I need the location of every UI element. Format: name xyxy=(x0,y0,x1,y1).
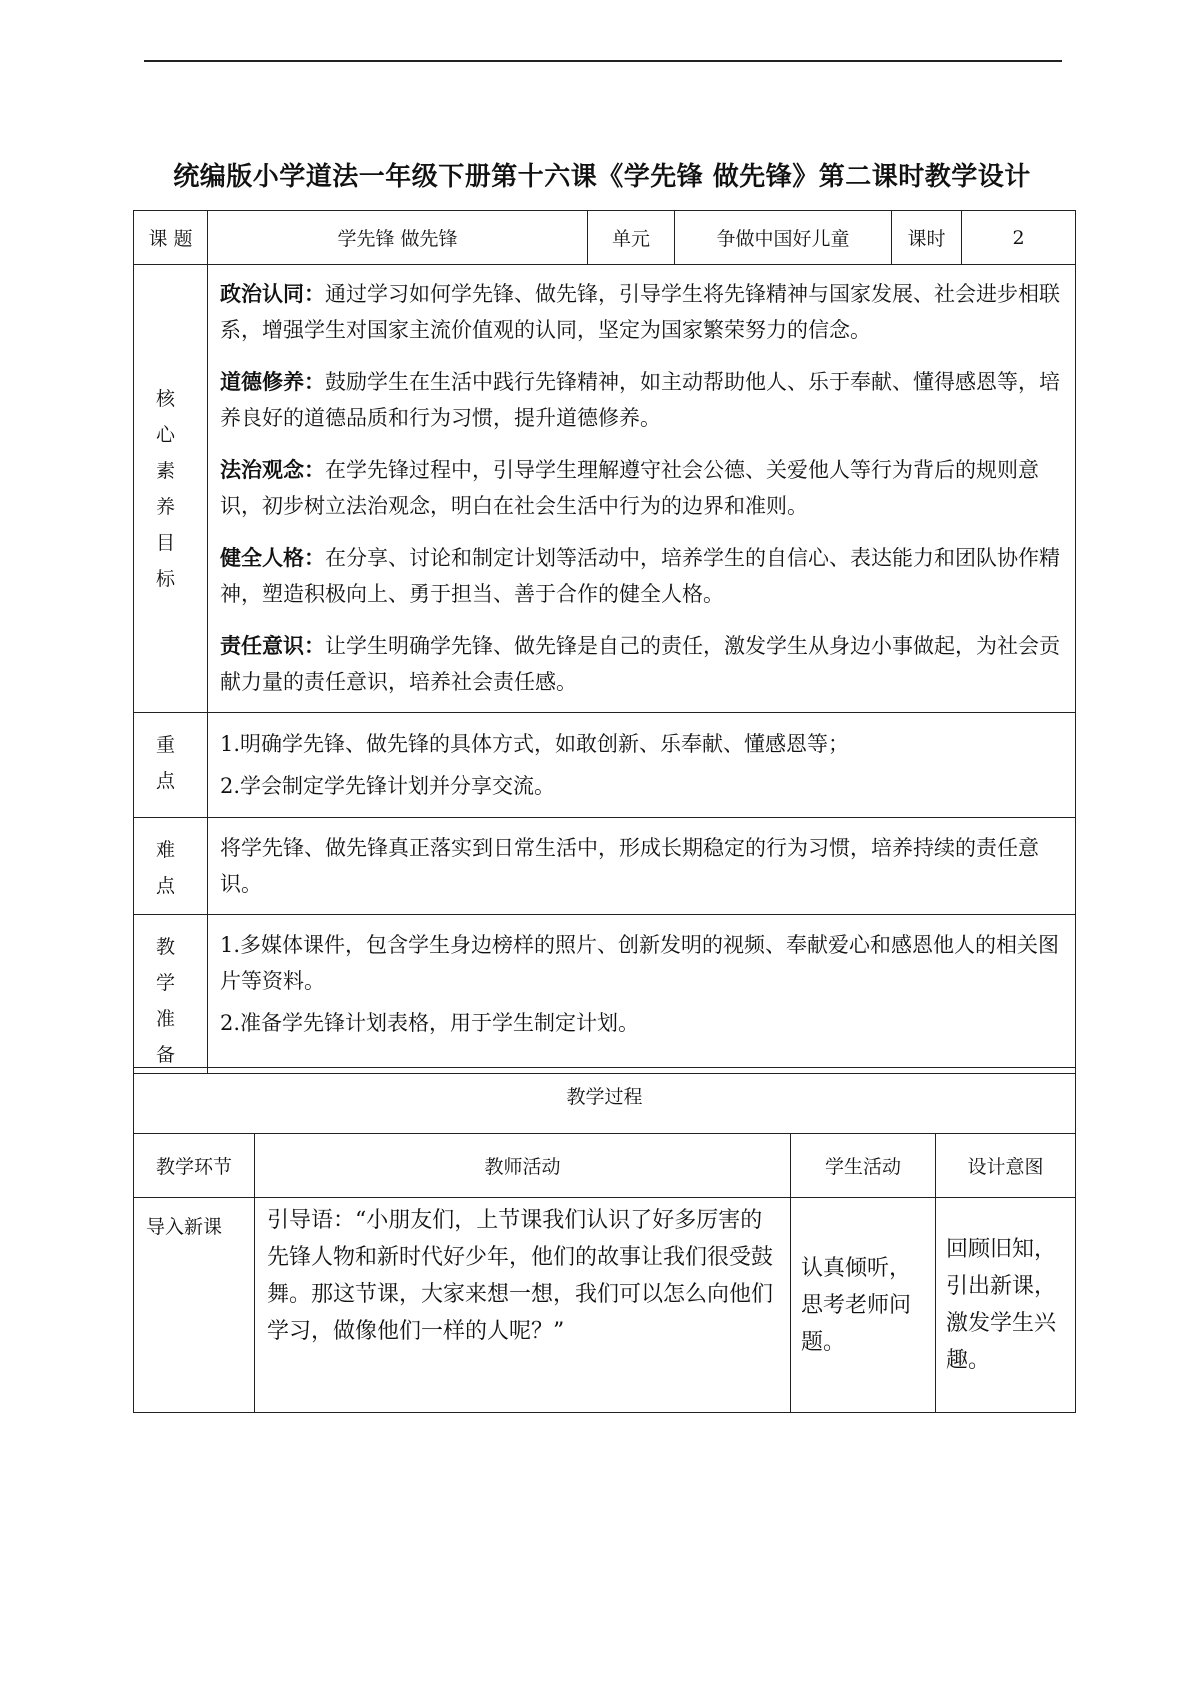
key-points-label: 重 点 xyxy=(134,713,208,818)
key-points-content: 1.明确学先锋、做先锋的具体方式，如敢创新、乐奉献、懂感恩等； 2.学会制定学先锋计划并分享交流。 xyxy=(208,713,1076,818)
period-label: 课时 xyxy=(892,211,962,265)
process-table xyxy=(133,1067,1076,1413)
unit-label: 单元 xyxy=(588,211,675,265)
topic-label: 课 题 xyxy=(134,211,208,265)
preparation-label: 教 学 准 备 xyxy=(134,915,208,1074)
goals-label: 核 心 素 养 目 标 xyxy=(134,265,208,713)
teacher-activity-cell: 引导语：“小朋友们，上节课我们认识了好多厉害的先锋人物和新时代好少年，他们的故事让我们很受鼓舞。那这节课，大家来想一想，我们可以怎么向他们学习，做像他们一样的人呢？” xyxy=(255,1198,791,1413)
header-row xyxy=(134,211,1076,265)
difficulty-label: 难 点 xyxy=(134,818,208,915)
preparation-content: 1.多媒体课件，包含学生身边榜样的照片、创新发明的视频、奉献爱心和感恩他人的相关图片等资料。 2.准备学先锋计划表格，用于学生制定计划。 xyxy=(208,915,1076,1074)
column-header-stage: 教学环节 xyxy=(134,1134,255,1198)
process-column-headers xyxy=(134,1134,1076,1198)
goal-moral: 道德修养：鼓励学生在生活中践行先锋精神，如主动帮助他人、乐于奉献、懂得感恩等，培养良好的道德品质和行为习惯，提升道德修养。 xyxy=(220,369,1060,430)
difficulty-row xyxy=(134,818,1076,915)
unit-value: 争做中国好儿童 xyxy=(675,211,892,265)
header-rule xyxy=(144,60,1062,62)
column-header-intent: 设计意图 xyxy=(936,1134,1076,1198)
goal-responsibility: 责任意识：让学生明确学先锋、做先锋是自己的责任，激发学生从身边小事做起，为社会贡献力量的责任意识，培养社会责任感。 xyxy=(220,633,1060,694)
goal-law: 法治观念：在学先锋过程中，引导学生理解遵守社会公德、关爱他人等行为背后的规则意识，初步树立法治观念，明白在社会生活中行为的边界和准则。 xyxy=(220,457,1039,518)
period-value: 2 xyxy=(962,211,1076,265)
topic-value: 学先锋 做先锋 xyxy=(208,211,588,265)
preparation-row xyxy=(134,915,1076,1074)
process-heading-row xyxy=(134,1068,1076,1134)
stage-cell: 导入新课 xyxy=(134,1198,255,1413)
goals-row xyxy=(134,265,1076,713)
design-intent-cell: 回顾旧知，引出新课，激发学生兴趣。 xyxy=(936,1198,1076,1413)
key-points-row xyxy=(134,713,1076,818)
lesson-info-table xyxy=(133,210,1076,1074)
document-title: 统编版小学道法一年级下册第十六课《学先锋 做先锋》第二课时教学设计 xyxy=(173,162,1031,192)
difficulty-content: 将学先锋、做先锋真正落实到日常生活中，形成长期稳定的行为习惯，培养持续的责任意识。 xyxy=(208,818,1076,915)
process-heading: 教学过程 xyxy=(134,1068,1076,1134)
goals-content xyxy=(208,265,1076,713)
student-activity-cell: 认真倾听，思考老师问题。 xyxy=(791,1198,936,1413)
table-row xyxy=(134,1198,1076,1413)
column-header-teacher: 教师活动 xyxy=(255,1134,791,1198)
column-header-student: 学生活动 xyxy=(791,1134,936,1198)
goal-political: 政治认同：通过学习如何学先锋、做先锋，引导学生将先锋精神与国家发展、社会进步相联系，增强学生对国家主流价值观的认同，坚定为国家繁荣努力的信念。 xyxy=(220,281,1060,342)
goal-personality: 健全人格：在分享、讨论和制定计划等活动中，培养学生的自信心、表达能力和团队协作精神，塑造积极向上、勇于担当、善于合作的健全人格。 xyxy=(220,545,1060,606)
